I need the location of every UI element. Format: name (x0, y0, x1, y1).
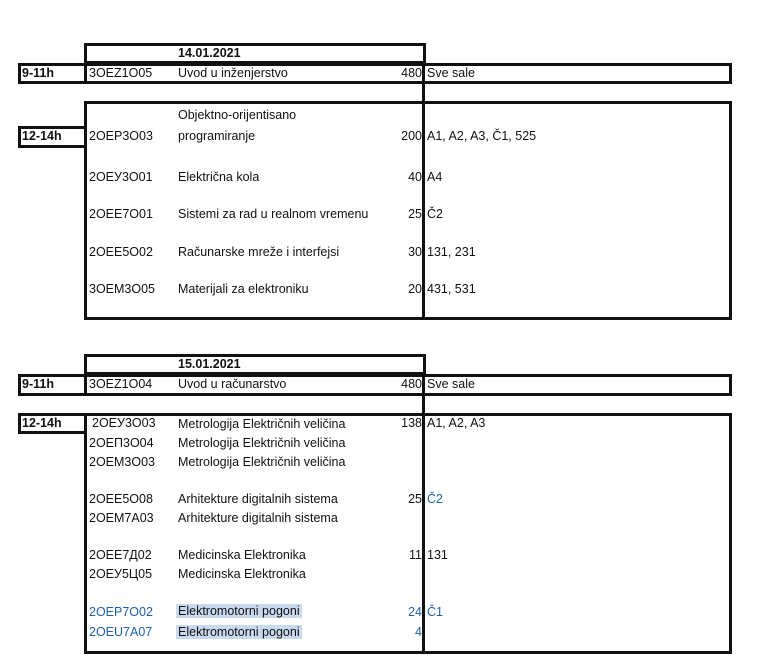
day1-row2-count: 40 (408, 170, 422, 184)
day2-row6-name: Medicinska Elektronika (178, 548, 306, 562)
day1-row3-count: 25 (408, 207, 422, 221)
day2-row3-code: 2OEM3O03 (89, 455, 156, 469)
day2-row6-count: 11 (409, 548, 422, 562)
day2-row5-code: 2OEM7A03 (89, 511, 154, 525)
day1-block-time: 12-14h (22, 129, 62, 143)
day2-row8-count[interactable]: 24 (408, 605, 422, 619)
day2-row4-count: 25 (408, 492, 422, 506)
day2-first-code: 3OEZ1O04 (89, 377, 153, 391)
day1-first-count: 480 (401, 66, 422, 80)
day2-row8-rooms[interactable]: Č1 (427, 605, 443, 619)
day1-row5-count: 20 (408, 282, 422, 296)
day1-block-divider (422, 84, 425, 320)
day1-row1-code: 2OEP3O03 (89, 129, 153, 143)
day2-row7-name: Medicinska Elektronika (178, 567, 306, 581)
day1-first-code: 3OEZ1O05 (89, 66, 153, 80)
day2-row2-name: Metrologija Električnih veličina (178, 436, 346, 450)
day2-first-row-divider-right (422, 374, 425, 396)
day2-row1-code: 2OEУ3O03 (92, 416, 156, 430)
day1-row4-code: 2OEE5O02 (89, 245, 153, 259)
day1-row5-rooms: 431, 531 (427, 282, 476, 296)
day1-row1-name-line2: programiranje (178, 129, 256, 143)
day2-row1-rooms: A1, A2, A3 (427, 416, 486, 430)
day2-row2-code: 2OEП3O04 (89, 436, 154, 450)
day2-first-time: 9-11h (22, 377, 54, 391)
day1-row4-count: 30 (408, 245, 422, 259)
day2-block-time: 12-14h (22, 416, 62, 430)
day2-first-count: 480 (401, 377, 422, 391)
day1-row4-name: Računarske mreže i interfejsi (178, 245, 340, 259)
day2-row8-code[interactable]: 2OEP7O02 (89, 605, 153, 619)
day2-row7-code: 2OEУ5Ц05 (89, 567, 153, 581)
day1-first-rooms: Sve sale (427, 66, 475, 80)
day2-row4-rooms[interactable]: Č2 (427, 492, 443, 506)
day1-row5-name: Materijali za elektroniku (178, 282, 309, 296)
day2-row9-name[interactable]: Elektromotorni pogoni (178, 625, 300, 639)
day2-row9-code[interactable]: 2OEU7A07 (89, 625, 153, 639)
day1-row1-rooms: A1, A2, A3, Č1, 525 (427, 129, 537, 143)
day2-row1-name: Metrologija Električnih veličina (178, 417, 346, 431)
day1-row3-rooms: Č2 (427, 207, 443, 221)
day2-row4-code: 2OEE5O08 (89, 492, 153, 506)
day1-date: 14.01.2021 (178, 46, 241, 60)
day2-first-rooms: Sve sale (427, 377, 475, 391)
day2-first-row-divider-left (84, 374, 87, 396)
day1-row3-code: 2OEE7O01 (89, 207, 153, 221)
day1-first-time: 9-11h (22, 66, 54, 80)
day2-row5-name: Arhitekture digitalnih sistema (178, 511, 338, 525)
day1-first-name: Uvod u inženjerstvo (178, 66, 288, 80)
day1-first-row-divider-right (422, 63, 425, 84)
day2-row9-count[interactable]: 4 (415, 625, 422, 639)
day2-row4-name: Arhitekture digitalnih sistema (178, 492, 338, 506)
day1-row1-name-line1: Objektno-orijentisano (178, 108, 297, 122)
day1-row1-count: 200 (401, 129, 422, 143)
day2-row1-count: 138 (401, 416, 422, 430)
day1-date-header-box (84, 43, 426, 64)
day1-row2-code: 2OEУ3O01 (89, 170, 153, 184)
day2-date: 15.01.2021 (178, 357, 241, 371)
day2-first-name: Uvod u računarstvo (178, 377, 287, 391)
day2-row6-rooms: 131 (427, 548, 448, 562)
day1-row4-rooms: 131, 231 (427, 245, 476, 259)
day2-block-divider (422, 396, 425, 654)
day2-row3-name: Metrologija Električnih veličina (178, 455, 346, 469)
day2-row8-name[interactable]: Elektromotorni pogoni (178, 604, 300, 618)
day1-row2-rooms: A4 (427, 170, 443, 184)
day2-date-header-box (84, 354, 426, 375)
day1-row5-code: 3OEM3O05 (89, 282, 156, 296)
day2-row6-code: 2OEE7Д02 (89, 548, 152, 562)
day1-row3-name: Sistemi za rad u realnom vremenu (178, 207, 369, 221)
day1-row2-name: Električna kola (178, 170, 260, 184)
day1-first-row-divider-left (84, 63, 87, 84)
